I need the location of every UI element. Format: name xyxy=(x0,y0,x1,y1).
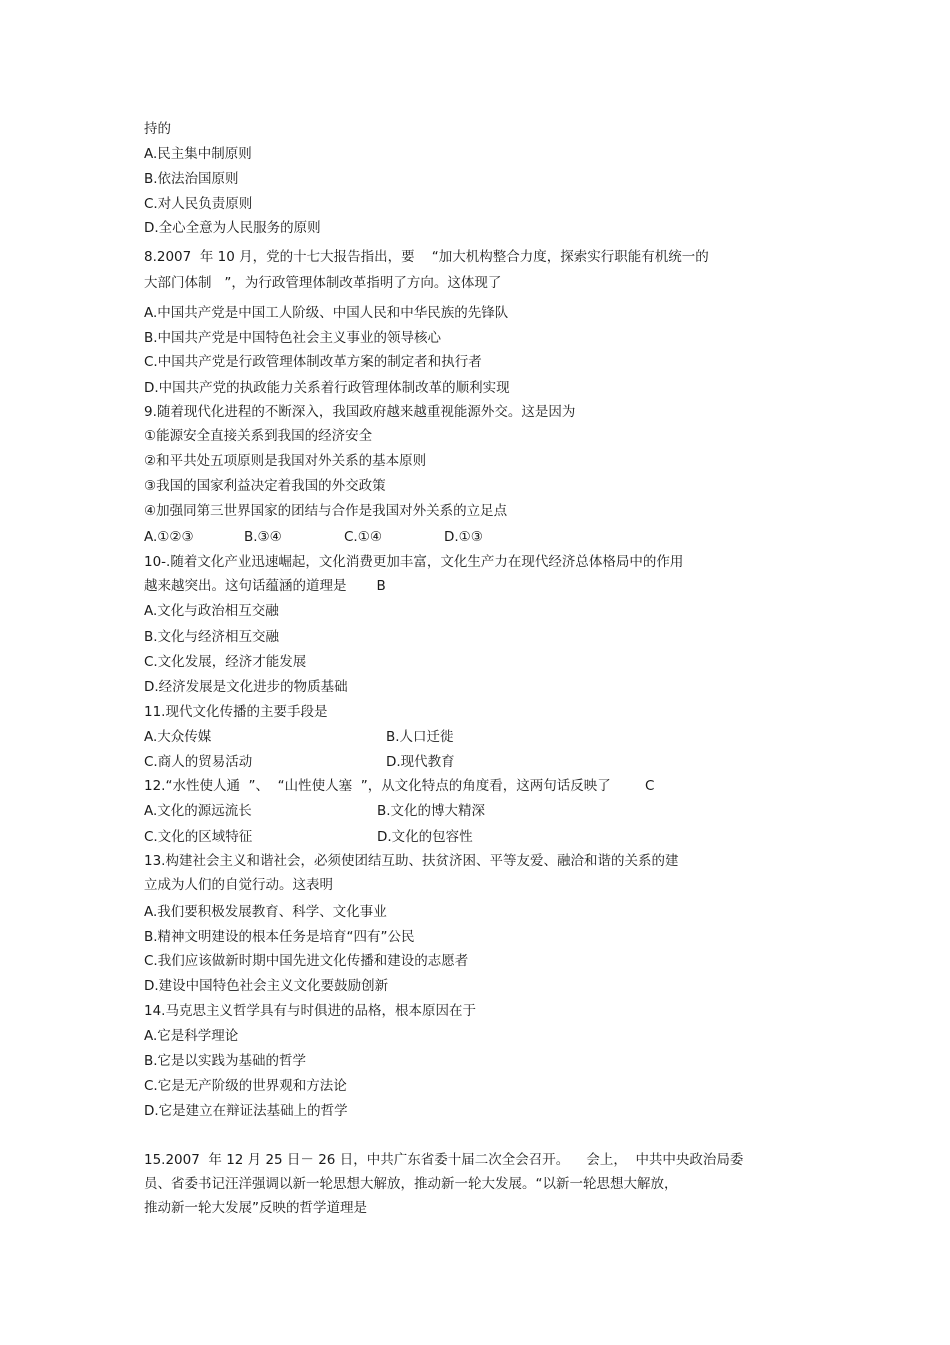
question-12-stem: 12.“水性使人通 ”、 “山性使人塞 ”，从文化特点的角度看，这两句话反映了 C xyxy=(144,778,655,794)
option-b: B.它是以实践为基础的哲学 xyxy=(144,1053,307,1069)
question-8-stem-cont: 大部门体制 ”，为行政管理体制改革指明了方向。这体现了 xyxy=(144,275,502,291)
option-b: B.③④ xyxy=(244,529,282,545)
option-d: D.经济发展是文化进步的物质基础 xyxy=(144,679,348,695)
statement-1: ①能源安全直接关系到我国的经济安全 xyxy=(144,428,373,444)
option-a: A.它是科学理论 xyxy=(144,1028,239,1044)
option-c: C.商人的贸易活动 xyxy=(144,754,253,770)
text-line: 持的 xyxy=(144,121,171,137)
option-a: A.民主集中制原则 xyxy=(144,146,252,162)
option-b: B.精神文明建设的根本任务是培育“四有”公民 xyxy=(144,929,415,945)
option-c: C.对人民负责原则 xyxy=(144,196,253,212)
option-d: D.中国共产党的执政能力关系着行政管理体制改革的顺利实现 xyxy=(144,380,510,396)
question-15-stem-cont: 推动新一轮大发展”反映的哲学道理是 xyxy=(144,1200,367,1216)
statement-3: ③我国的国家利益决定着我国的外交政策 xyxy=(144,478,386,494)
option-d: D.全心全意为人民服务的原则 xyxy=(144,220,321,236)
option-c: C.我们应该做新时期中国先进文化传播和建设的志愿者 xyxy=(144,953,469,969)
option-a: A.文化的源远流长 xyxy=(144,803,252,819)
option-d: D.现代教育 xyxy=(386,754,455,770)
option-c: C.文化的区域特征 xyxy=(144,829,253,845)
option-c: C.文化发展，经济才能发展 xyxy=(144,654,307,670)
question-15-stem: 15.2007 年 12 月 25 日－ 26 日，中共广东省委十届二次全会召开。 会上， 中共中央政治局委 xyxy=(144,1152,744,1168)
option-a: A.大众传媒 xyxy=(144,729,212,745)
option-d: D.建设中国特色社会主义文化要鼓励创新 xyxy=(144,978,389,994)
statement-4: ④加强同第三世界国家的团结与合作是我国对外关系的立足点 xyxy=(144,503,508,519)
question-15-stem-cont: 员、省委书记汪洋强调以新一轮思想大解放，推动新一轮大发展。“以新一轮思想大解放， xyxy=(144,1176,678,1192)
option-a: A.中国共产党是中国工人阶级、中国人民和中华民族的先锋队 xyxy=(144,305,509,321)
option-b: B.文化与经济相互交融 xyxy=(144,629,280,645)
option-d: D.文化的包容性 xyxy=(377,829,473,845)
option-d: D.①③ xyxy=(444,529,483,545)
option-b: B.人口迁徙 xyxy=(386,729,454,745)
option-a: A.文化与政治相互交融 xyxy=(144,603,279,619)
question-13-stem: 13.构建社会主义和谐社会，必须使团结互助、扶贫济困、平等友爱、融洽和谐的关系的建 xyxy=(144,853,679,869)
option-a: A.我们要积极发展教育、科学、文化事业 xyxy=(144,904,387,920)
option-c: C.中国共产党是行政管理体制改革方案的制定者和执行者 xyxy=(144,354,482,370)
question-14-stem: 14.马克思主义哲学具有与时俱进的品格，根本原因在于 xyxy=(144,1003,476,1019)
question-9-stem: 9.随着现代化进程的不断深入，我国政府越来越重视能源外交。这是因为 xyxy=(144,404,576,420)
option-c: C.①④ xyxy=(344,529,382,545)
option-c: C.它是无产阶级的世界观和方法论 xyxy=(144,1078,347,1094)
question-10-stem-cont: 越来越突出。这句话蕴涵的道理是 B xyxy=(144,578,386,594)
question-13-stem-cont: 立成为人们的自觉行动。这表明 xyxy=(144,877,333,893)
option-d: D.它是建立在辩证法基础上的哲学 xyxy=(144,1103,348,1119)
option-a: A.①②③ xyxy=(144,529,194,545)
statement-2: ②和平共处五项原则是我国对外关系的基本原则 xyxy=(144,453,427,469)
question-11-stem: 11.现代文化传播的主要手段是 xyxy=(144,704,328,720)
question-10-stem: 10-.随着文化产业迅速崛起，文化消费更加丰富，文化生产力在现代经济总体格局中的作用 xyxy=(144,554,684,570)
option-b: B.文化的博大精深 xyxy=(377,803,486,819)
option-b: B.中国共产党是中国特色社会主义事业的领导核心 xyxy=(144,330,442,346)
option-b: B.依法治国原则 xyxy=(144,171,239,187)
question-8-stem: 8.2007 年 10 月，党的十七大报告指出，要 “加大机构整合力度，探索实行职能有机统一的 xyxy=(144,249,709,265)
